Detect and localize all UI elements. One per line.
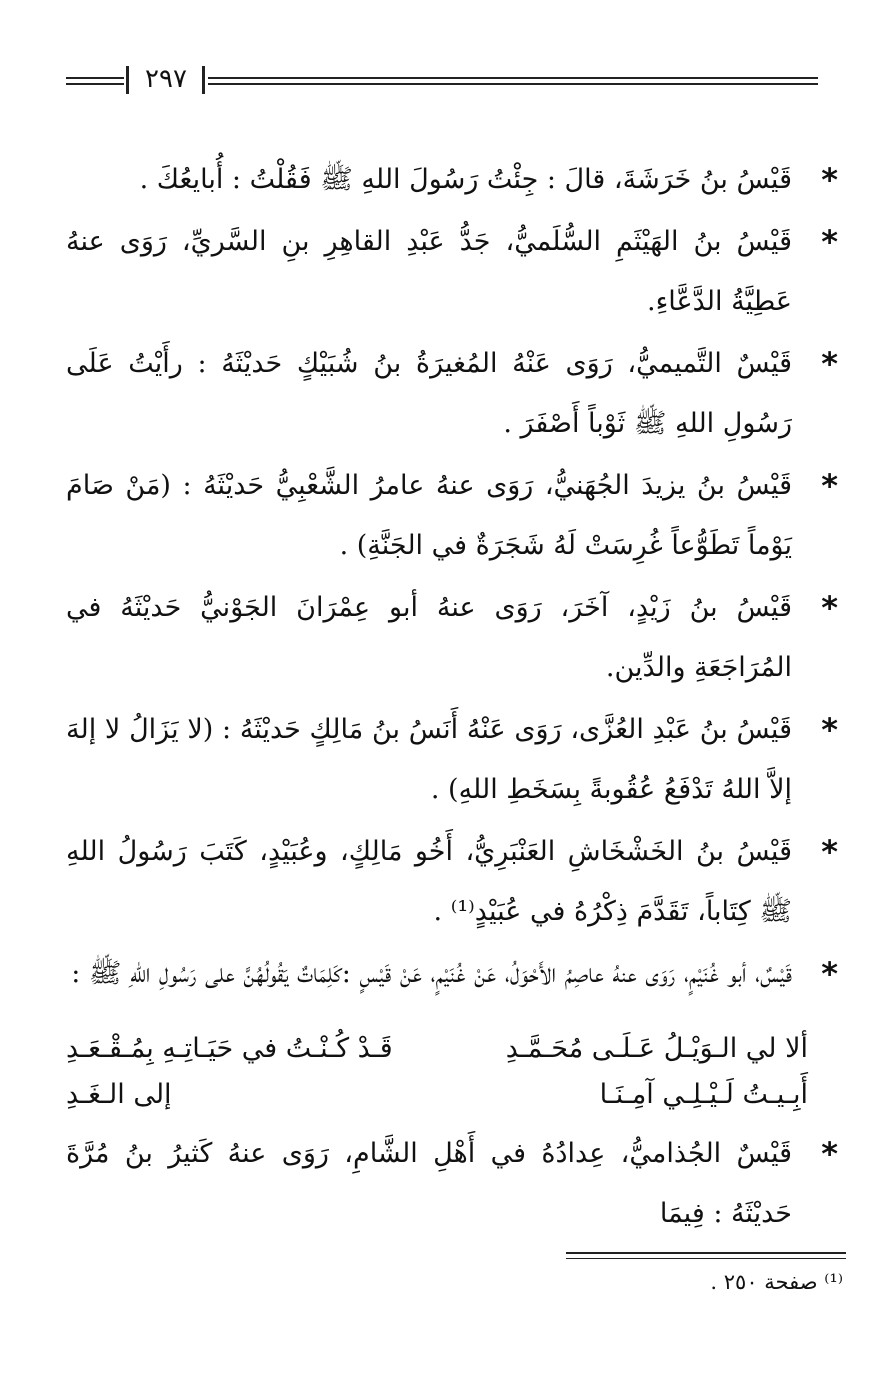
entry-text: قَيْسٌ التَّميميُّ، رَوَى عَنْهُ المُغيرَةُ بنُ شُبَيْكٍ حَديْثَهُ : رأَيْتُ عَلَى رَسُولِ اللهِ ﷺ ثَوْباً أَصْفَرَ .	[66, 348, 792, 439]
asterisk-icon: *	[821, 345, 838, 383]
footnote-divider	[566, 1252, 846, 1259]
entry-qays-ibn-kharasha	[66, 150, 838, 210]
asterisk-icon: *	[821, 223, 838, 261]
asterisk-icon: *	[821, 711, 838, 749]
entries-list	[66, 150, 838, 1246]
verse-first-hemistich: ألا لي الـوَيْـلُ عَـلَـى مُحَـمَّـدِ	[505, 1033, 808, 1064]
page-number: ٢٩٧	[145, 64, 187, 94]
entry-text: قَيْسٌ، أبو غُنَيْمٍ، رَوَى عنهُ عاصِمُ الأَحْوَلُ، عَنْ غُنَيْمٍ، عَنْ قَيْسٍ :كَلِمَاتٌ يَقُولُهُنَّ على رَسُولِ اللهِ ﷺ :	[71, 958, 792, 989]
entry-qays-al-judhami	[66, 1124, 838, 1244]
verse-second-hemistich: قَـدْ كُـنْـتُ في حَيَـاتِـهِ بِمُـقْـعَـدِ	[66, 1033, 393, 1064]
asterisk-icon: *	[821, 467, 838, 505]
entry-qays-abu-ghunaym	[66, 944, 838, 1004]
entry-qays-ibn-abd-al-uzza	[66, 700, 838, 820]
poem	[66, 1026, 838, 1118]
verse-first-hemistich: أَبِـيـتُ لَـيْـلِـي آمِـنَـا	[599, 1079, 808, 1110]
header-bar-left	[126, 66, 129, 94]
entry-text: قَيْسُ بنُ الخَشْخَاشِ العَنْبَرِيُّ، أَخُو مَالِكٍ، وعُبَيْدٍ، كَتَبَ رَسُولُ اللهِ ﷺ كِتَاباً، تَقَدَّمَ ذِكْرُهُ في عُبَيْدٍ⁽¹⁾ .	[66, 836, 792, 927]
header-rule-right	[208, 77, 818, 85]
entry-text: قَيْسُ بنُ يزيدَ الجُهَنيُّ، رَوَى عنهُ عامرُ الشَّعْبِيُّ حَديْثَهُ : (مَنْ صَامَ يَوْماً تَطَوُّعاً غُرِسَتْ لَهُ شَجَرَةٌ في الجَنَّةِ) .	[66, 470, 792, 561]
entry-qays-ibn-zayd	[66, 578, 838, 698]
entry-text: قَيْسٌ الجُذاميُّ، عِدادُهُ في أَهْلِ الشَّامِ، رَوَى عنهُ كَثيرُ بنُ مُرَّةَ حَديْثَهُ : فِيمَا	[66, 1138, 792, 1229]
poem-verse	[66, 1026, 808, 1072]
verse-second-hemistich: إلى الـغَـدِ	[66, 1079, 172, 1110]
poem-verse	[66, 1072, 808, 1118]
asterisk-icon: *	[821, 161, 838, 199]
asterisk-icon: *	[821, 589, 838, 627]
entry-qays-al-tamimi	[66, 334, 838, 454]
header-rule-left	[66, 77, 124, 85]
entry-text: قَيْسُ بنُ خَرَشَةَ، قالَ : جِئْتُ رَسُولَ اللهِ ﷺ فَقُلْتُ : أُبايعُكَ .	[139, 164, 792, 195]
header-bar-right	[202, 66, 205, 94]
asterisk-icon: *	[821, 1135, 838, 1173]
asterisk-icon: *	[821, 833, 838, 871]
asterisk-icon: *	[821, 955, 838, 993]
entry-text: قَيْسُ بنُ الهَيْثَمِ السُّلَميُّ، جَدُّ عَبْدِ القاهِرِ بنِ السَّريِّ، رَوَى عنهُ عَطِيَّةُ الدَّعَّاءِ.	[66, 226, 792, 317]
entry-qays-ibn-al-khashkhash	[66, 822, 838, 942]
page-header	[66, 62, 818, 102]
entry-qays-ibn-al-haytham	[66, 212, 838, 332]
entry-qays-ibn-yazid	[66, 456, 838, 576]
entry-text: قَيْسُ بنُ عَبْدِ العُزَّى، رَوَى عَنْهُ أَنَسُ بنُ مَالِكٍ حَديْثَهُ : (لا يَزَالُ لا إلهَ إلاَّ اللهُ تَدْفَعُ عُقُوبةً بِسَخَطِ اللهِ) .	[66, 714, 792, 805]
entry-text: قَيْسُ بنُ زَيْدٍ، آخَرَ، رَوَى عنهُ أبو عِمْرَانَ الجَوْنيُّ حَديْثَهُ في المُرَاجَعَةِ والدِّين.	[66, 592, 792, 683]
footnote: ⁽¹⁾ صفحة ٢٥٠ .	[710, 1270, 843, 1294]
